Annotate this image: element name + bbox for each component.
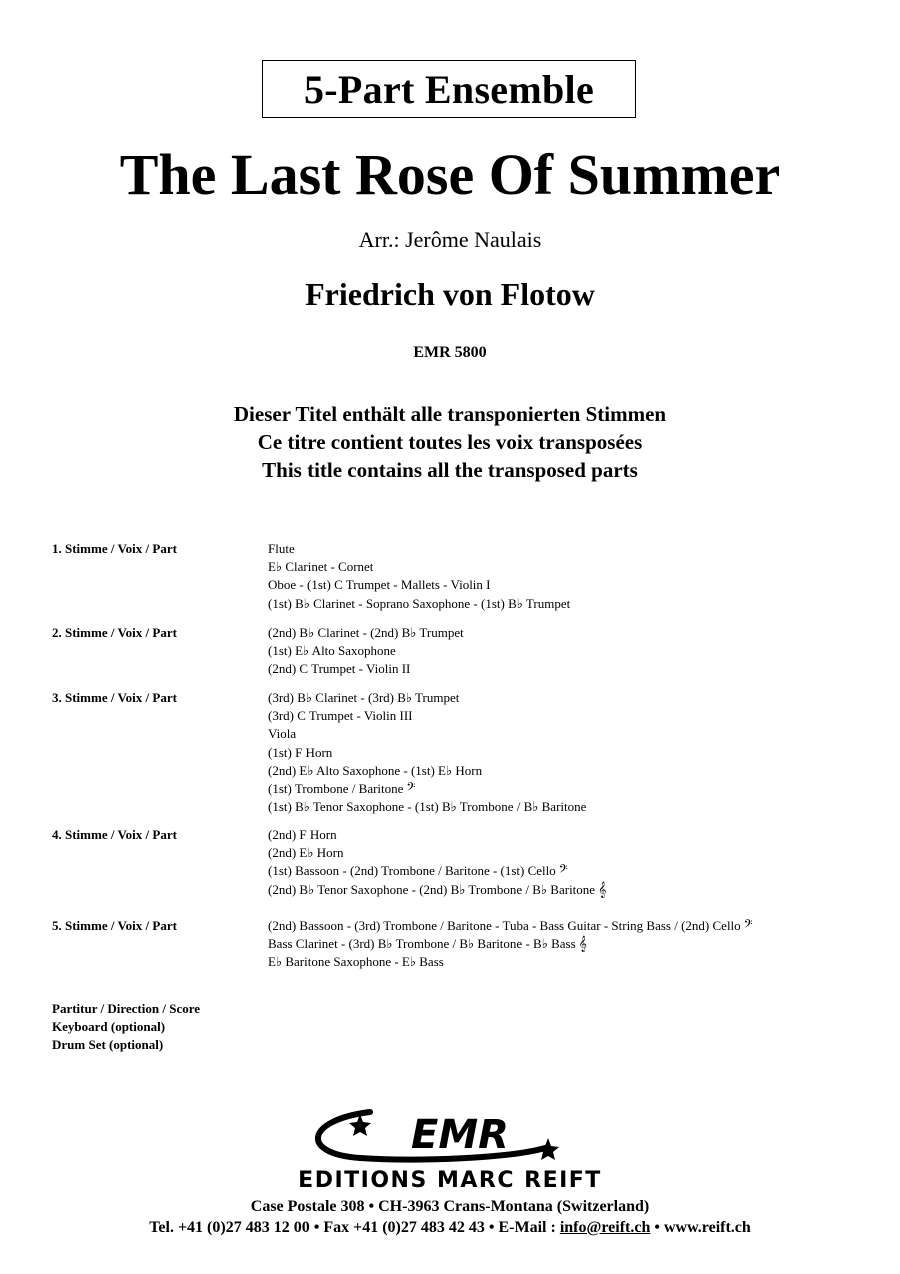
- email-link[interactable]: info@reift.ch: [559, 1219, 651, 1236]
- additional-parts: [52, 1000, 352, 1054]
- website-link[interactable]: www.reift.ch: [664, 1219, 751, 1236]
- emr-logo: [300, 1102, 600, 1164]
- instrument-list: [268, 917, 868, 972]
- instrument-list: [268, 540, 868, 613]
- telephone: Tel. +41 (0)27 483 12 00: [149, 1219, 310, 1236]
- instrument-line: (1st) F Horn: [268, 744, 333, 760]
- part-label: 4. Stimme / Voix / Part: [52, 827, 177, 842]
- instrument-line: (1st) Bassoon - (2nd) Trombone / Baritone - (1st) Cello 𝄢: [268, 863, 568, 880]
- piece-title: The Last Rose Of Summer: [119, 142, 781, 207]
- instrument-line: Viola: [268, 726, 297, 742]
- publisher-contact: [0, 1217, 900, 1239]
- bass-clef-icon: 𝄢: [406, 781, 416, 798]
- publisher-address: Case Postale 308 • CH-3963 Crans-Montana (Switzerland): [250, 1198, 650, 1215]
- instrument-list: [268, 624, 868, 679]
- instrument-line: (2nd) C Trumpet - Violin II: [268, 661, 411, 677]
- part-label: 2. Stimme / Voix / Part: [52, 625, 177, 640]
- note-english: This title contains all the transposed parts: [262, 458, 638, 482]
- instrument-line: (1st) E♭ Alto Saxophone: [268, 643, 396, 659]
- drumset-part: Drum Set (optional): [52, 1037, 164, 1052]
- instrument-list: [268, 826, 868, 899]
- bass-clef-icon: 𝄢: [558, 863, 568, 880]
- note-french: Ce titre contient toutes les voix transposées: [257, 430, 643, 454]
- instrument-line: (1st) B♭ Tenor Saxophone - (1st) B♭ Trombone / B♭ Baritone: [268, 799, 587, 815]
- logo-text: EMR: [411, 1112, 509, 1158]
- keyboard-part: Keyboard (optional): [52, 1019, 166, 1034]
- instrument-line: (1st) B♭ Clarinet - Soprano Saxophone - (1st) B♭ Trumpet: [268, 595, 571, 611]
- instrument-line: (1st) Trombone / Baritone 𝄢: [268, 781, 416, 798]
- separator: •: [654, 1219, 664, 1236]
- instrument-line: (2nd) F Horn: [268, 827, 337, 842]
- instrument-line: Oboe - (1st) C Trumpet - Mallets - Violin I: [268, 577, 491, 593]
- arranger: Arr.: Jerôme Naulais: [358, 227, 542, 252]
- star-icon: [537, 1138, 559, 1160]
- instrument-line: Bass Clarinet - (3rd) B♭ Trombone / B♭ Baritone - B♭ Bass 𝄞: [268, 936, 587, 953]
- fax: Fax +41 (0)27 483 42 43: [323, 1219, 485, 1236]
- instrument-line: (2nd) Bassoon - (3rd) Trombone / Baritone - Tuba - Bass Guitar - String Bass / (2nd) Cello 𝄢: [268, 918, 753, 934]
- catalog-number: EMR 5800: [413, 344, 487, 361]
- publisher-name: EDITIONS MARC REIFT: [298, 1168, 602, 1193]
- part-label: 5. Stimme / Voix / Part: [52, 918, 177, 933]
- instrument-line: (3rd) B♭ Clarinet - (3rd) B♭ Trumpet: [268, 690, 460, 705]
- instrument-line: Flute: [268, 541, 295, 556]
- part-label: 3. Stimme / Voix / Part: [52, 690, 177, 705]
- note-german: Dieser Titel enthält alle transponierten Stimmen: [233, 402, 667, 426]
- part-label: 1. Stimme / Voix / Part: [52, 541, 177, 556]
- instrument-list: [268, 689, 868, 816]
- ensemble-label: [262, 60, 636, 118]
- ensemble-text: 5-Part Ensemble: [303, 66, 594, 112]
- instrument-line: (2nd) B♭ Tenor Saxophone - (2nd) B♭ Trombone / B♭ Baritone 𝄞: [268, 881, 607, 898]
- instrument-line: E♭ Baritone Saxophone - E♭ Bass: [268, 954, 444, 970]
- instrument-line: (2nd) E♭ Horn: [268, 845, 344, 861]
- instrument-line: E♭ Clarinet - Cornet: [268, 559, 374, 575]
- bass-clef-icon: 𝄢: [743, 918, 753, 934]
- treble-clef-icon: 𝄞: [578, 936, 587, 953]
- instrument-line: (3rd) C Trumpet - Violin III: [268, 708, 413, 724]
- separator: •: [313, 1219, 324, 1236]
- composer: Friedrich von Flotow: [305, 276, 595, 312]
- instrument-line: (2nd) E♭ Alto Saxophone - (1st) E♭ Horn: [268, 762, 483, 778]
- treble-clef-icon: 𝄞: [598, 881, 607, 898]
- separator: •: [488, 1219, 499, 1236]
- score-part: Partitur / Direction / Score: [52, 1001, 201, 1016]
- instrument-line: (2nd) B♭ Clarinet - (2nd) B♭ Trumpet: [268, 625, 464, 640]
- transposition-notes: [0, 400, 900, 484]
- email-label: E-Mail :: [498, 1219, 556, 1236]
